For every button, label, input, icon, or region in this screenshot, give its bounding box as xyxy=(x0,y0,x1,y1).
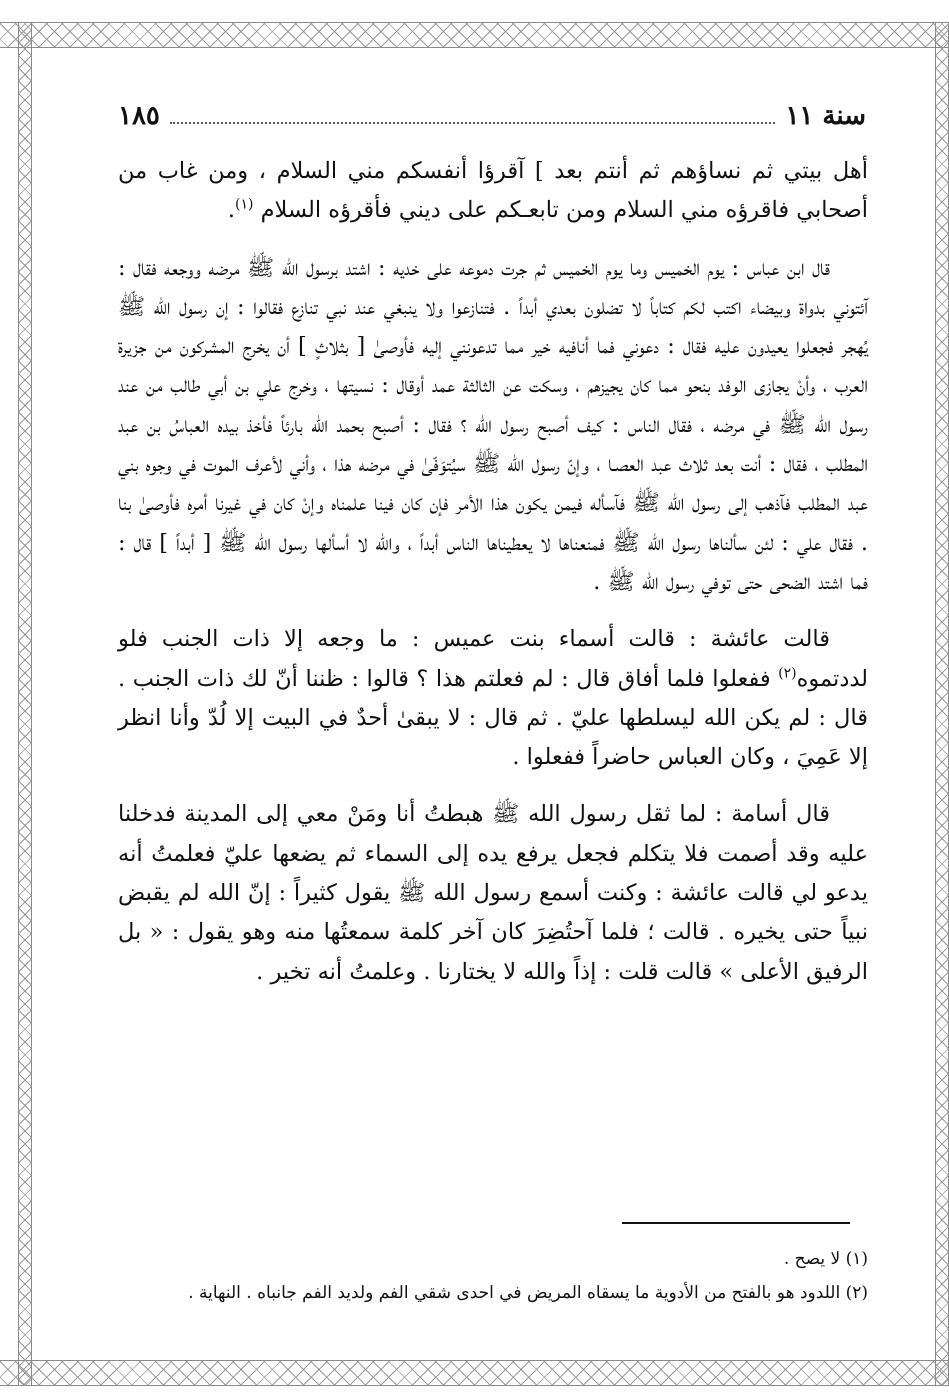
paragraph-1-end: . xyxy=(227,197,235,224)
paragraph-4 xyxy=(118,795,868,991)
decorative-border-top xyxy=(0,22,949,48)
page-header xyxy=(118,96,866,136)
paragraph-3 xyxy=(118,620,868,777)
page-number: ١٨٥ xyxy=(118,101,160,131)
paragraph-3-text: ففعلوا فلما أفاق قال : لم فعلتم هذا ؟ قالوا : ظننا أنّ لك ذات الجنب . قال : لم يكن الله ليسلطها عليّ . ثم قال : لا يبقىٰ أحدٌ في البيت إلا لُدّ وأنا انظر إلا عَمِيَ ، وكان العباس حاضراً ففعلوا . xyxy=(118,665,868,771)
footnotes xyxy=(118,1242,868,1310)
footnote-ref-2: (٢) xyxy=(778,665,797,682)
footnote-ref-1: (١) xyxy=(234,196,254,213)
footnote-2: (٢) اللدود هو بالفتح من الأدوية ما يسقاه المريض في احدى شقي الفم ولديد الفم جانباه . النهاية . xyxy=(188,1283,868,1303)
paragraph-2 xyxy=(118,249,868,603)
paragraph-1 xyxy=(118,152,868,231)
paragraph-1-text: أهل بيتي ثم نساؤهم ثم أنتم بعد ] آقرؤا أنفسكم مني السلام ، ومن غاب من أصحابي فاقرؤه مني السلام ومن تابعـكم على ديني فأقرؤه السلام xyxy=(118,158,868,224)
main-text xyxy=(118,152,868,1010)
paragraph-2-text: قال ابن عباس : يوم الخميس وما يوم الخميس ثم جرت دموعه على خديه : اشتد برسول الله ﷺ مرضه ووجعه فقال : آئتوني بدواة وبيضاء اكتب لكم كتاباً لا تضلون بعدي أبداً . فتنازعوا ولا ينبغي عند نبي تنازع فقالوا : إن رسول الله ﷺ يُهجر فجعلوا يعيدون عليه فقال : دعوني فما أنافيه خير مما تدعونني إليه فأوصىٰ [ بثلاثٍ ] أن يخرج المشركون من جزيرة العرب ، وأنْ يجازى الوفد بنحو مما كان يجيزهم ، وسكت عن الثالثة عمد أوقال : نسيتها ، وخرج علي بن أبي طالب من عند رسول الله ﷺ في مرضه ، فقال الناس : كيف أصبح رسول الله ؟ فقال : أصبح بحمد الله بارئاً فأخذ بيده العباسُ بن عبد المطلب ، فقال : أنت بعد ثلاث عبد العصـا ، وإنّ رسول الله ﷺ سيُتوَفّىٰ في مرضه هذا ، وأني لأعرف الموت في وجوه بني عبد المطلب فآذهب إلى رسول الله ﷺ فآسأله فيمن يكون هذا الأمر فإن كان فينا علمناه وإنْ كان في غيرنا أمره فأوصىٰ بنا . فقال علي : لئن سألناها رسول الله ﷺ فمنعناها لا يعطيناها الناس أبداً ، والله لا أسألها رسول الله ﷺ [ أبداً ] قال : فما اشتد الضحى حتى توفي رسول الله ﷺ . xyxy=(118,254,868,595)
year-label: سنة ١١ xyxy=(785,101,866,131)
paragraph-3-text-before: قالت عائشة : قالت أسماء بنت عميس : ما وجعه إلا ذات الجنب فلو لددتموه xyxy=(118,626,869,692)
header-dot-leader xyxy=(170,108,776,124)
decorative-border-left xyxy=(18,22,32,1386)
footnote-1: (١) لا يصح . xyxy=(783,1249,868,1269)
decorative-border-bottom xyxy=(0,1360,949,1386)
paragraph-4-text: قال أسامة : لما ثقل رسول الله ﷺ هبطتُ أنا ومَنْ معي إلى المدينة فدخلنا عليه وقد أصمت فلا يتكلم فجعل يرفع يده إلى السماء ثم يضعها عليّ فعلمتُ أنه يدعو لي قالت عائشة : وكنت أسمع رسول الله ﷺ يقول كثيراً : إنّ الله لم يقبض نبياً حتى يخيره . قالت ؛ فلما آحتُضِرَ كان آخر كلمة سمعتُها منه وهو يقول : « بل الرفيق الأعلى » قالت قلت : إذاً والله لا يختارنا . وعلمتُ أنه تخير . xyxy=(118,801,868,985)
decorative-border-right xyxy=(935,22,949,1386)
footnote-separator xyxy=(622,1222,850,1224)
